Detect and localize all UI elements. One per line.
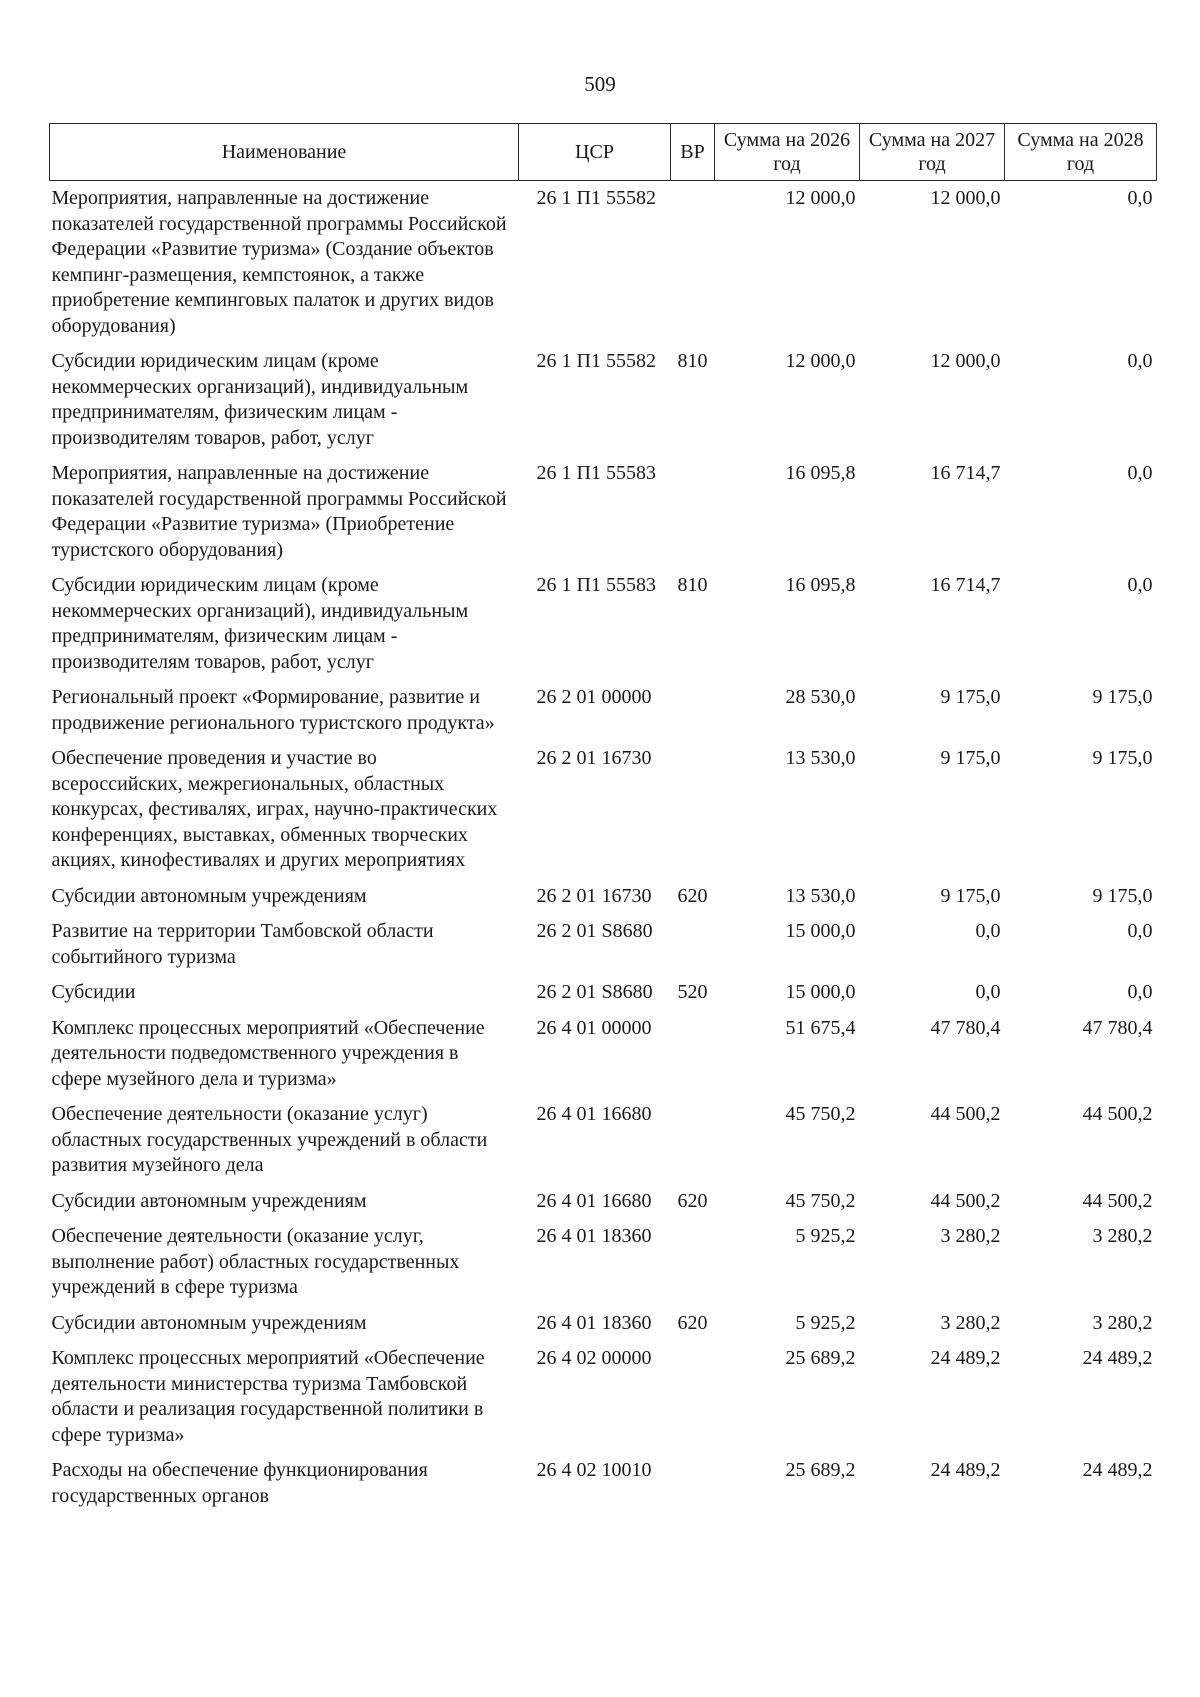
cell-csr: 26 4 02 00000 [536, 1347, 652, 1369]
cell-vr [671, 1097, 715, 1184]
table-row [50, 1453, 1157, 1514]
header-name: Наименование [50, 124, 519, 181]
cell-csr: 26 1 П1 55582 [536, 350, 656, 372]
cell-vr [671, 456, 715, 568]
cell-sum-2028: 3 280,2 [1092, 1311, 1153, 1334]
table-row [50, 568, 1157, 680]
cell-csr: 26 2 01 S8680 [536, 981, 653, 1003]
cell-name: Субсидии юридическим лицам (кроме некоммерческих организаций), индивидуальным предпринимателям, физическим лицам - производителям товаров, работ, услуг [51, 574, 469, 673]
cell-sum-2026: 16 095,8 [785, 462, 856, 484]
cell-vr [671, 680, 715, 741]
cell-csr: 26 1 П1 55582 [536, 187, 656, 209]
header-csr: ЦСР [519, 124, 671, 181]
header-sum-2026: Сумма на 2026 год [715, 124, 860, 181]
header-row [50, 124, 1157, 181]
cell-sum-2027: 44 500,2 [930, 1189, 1001, 1212]
cell-sum-2027: 24 489,2 [930, 1347, 1001, 1369]
cell-sum-2026: 15 000,0 [785, 920, 856, 942]
cell-sum-2027: 24 489,2 [930, 1459, 1001, 1481]
cell-sum-2026: 25 689,2 [785, 1459, 856, 1481]
cell-name: Региональный проект «Формирование, развитие и продвижение регионального туристского продукта» [51, 686, 495, 734]
cell-name: Расходы на обеспечение функционирования государственных органов [51, 1459, 428, 1507]
cell-csr: 26 2 01 16730 [536, 747, 652, 769]
cell-csr: 26 4 01 18360 [536, 1225, 652, 1247]
cell-name: Обеспечение проведения и участие во всероссийских, межрегиональных, областных конкурсах, фестивалях, играх, научно-практических конференциях, выставках, обменных творческих акциях, кинофестивалях и других мероприятиях [51, 747, 498, 871]
cell-sum-2026: 28 530,0 [785, 686, 856, 708]
cell-sum-2028: 47 780,4 [1082, 1016, 1153, 1039]
cell-sum-2026: 13 530,0 [785, 747, 856, 769]
cell-csr: 26 4 01 16680 [536, 1189, 652, 1212]
cell-vr [671, 181, 715, 345]
cell-name: Обеспечение деятельности (оказание услуг) областных государственных учреждений в области развития музейного дела [51, 1103, 488, 1176]
cell-name: Субсидии автономным учреждениям [51, 884, 367, 907]
cell-name: Субсидии автономным учреждениям [51, 1189, 367, 1212]
cell-name: Обеспечение деятельности (оказание услуг, выполнение работ) областных государственных учреждений в сфере туризма [51, 1225, 460, 1298]
cell-vr: 620 [677, 884, 708, 907]
cell-sum-2028: 0,0 [1127, 920, 1153, 942]
cell-sum-2028: 9 175,0 [1092, 747, 1153, 769]
cell-vr [671, 1341, 715, 1453]
cell-csr: 26 2 01 16730 [536, 884, 652, 907]
table-row [50, 741, 1157, 879]
cell-vr [671, 914, 715, 975]
cell-csr: 26 4 01 16680 [536, 1103, 652, 1125]
cell-sum-2027: 3 280,2 [940, 1311, 1001, 1334]
cell-sum-2026: 45 750,2 [785, 1103, 856, 1125]
cell-sum-2026: 12 000,0 [785, 350, 856, 372]
cell-sum-2026: 5 925,2 [795, 1311, 856, 1334]
table-body [50, 181, 1157, 1515]
cell-name: Комплекс процессных мероприятий «Обеспечение деятельности подведомственного учреждения в сфере музейного дела и туризма» [51, 1016, 485, 1090]
header-vr: ВР [671, 124, 715, 181]
cell-sum-2028: 9 175,0 [1092, 884, 1153, 907]
cell-csr: 26 2 01 S8680 [536, 920, 653, 942]
cell-vr: 620 [677, 1311, 708, 1334]
table-row [50, 914, 1157, 975]
table-row [50, 181, 1157, 345]
table-row [50, 1097, 1157, 1184]
cell-name: Субсидии автономным учреждениям [51, 1311, 367, 1334]
cell-name: Субсидии юридическим лицам (кроме некоммерческих организаций), индивидуальным предпринимателям, физическим лицам - производителям товаров, работ, услуг [51, 350, 469, 449]
cell-vr [671, 1011, 715, 1098]
cell-vr: 810 [677, 574, 708, 596]
cell-csr: 26 1 П1 55583 [536, 574, 656, 596]
cell-csr: 26 1 П1 55583 [536, 462, 656, 484]
cell-sum-2026: 13 530,0 [785, 884, 856, 907]
cell-sum-2028: 24 489,2 [1082, 1347, 1153, 1369]
cell-sum-2027: 0,0 [975, 920, 1001, 942]
cell-name: Мероприятия, направленные на достижение показателей государственной программы Российской Федерации «Развитие туризма» (Приобретение туристского оборудования) [51, 462, 507, 561]
table-row [50, 1219, 1157, 1306]
cell-csr: 26 4 01 00000 [536, 1016, 652, 1039]
cell-vr: 520 [677, 981, 708, 1003]
cell-sum-2027: 44 500,2 [930, 1103, 1001, 1125]
cell-sum-2027: 16 714,7 [930, 462, 1001, 484]
cell-sum-2026: 5 925,2 [795, 1225, 856, 1247]
table-row [50, 879, 1157, 915]
cell-sum-2028: 0,0 [1127, 462, 1153, 484]
cell-vr [671, 1453, 715, 1514]
cell-name: Развитие на территории Тамбовской области событийного туризма [51, 920, 434, 968]
cell-sum-2026: 16 095,8 [785, 574, 856, 596]
header-sum-2027: Сумма на 2027 год [860, 124, 1005, 181]
table-row [50, 975, 1157, 1011]
cell-vr [671, 1219, 715, 1306]
table-row [50, 680, 1157, 741]
cell-sum-2028: 44 500,2 [1082, 1103, 1153, 1125]
cell-sum-2028: 24 489,2 [1082, 1459, 1153, 1481]
cell-csr: 26 2 01 00000 [536, 686, 652, 708]
cell-sum-2028: 3 280,2 [1092, 1225, 1153, 1247]
cell-sum-2027: 12 000,0 [930, 187, 1001, 209]
cell-sum-2028: 0,0 [1127, 187, 1153, 209]
cell-sum-2027: 0,0 [975, 981, 1001, 1003]
table-row [50, 344, 1157, 456]
cell-vr: 620 [677, 1189, 708, 1212]
table-header [50, 124, 1157, 181]
cell-sum-2027: 47 780,4 [930, 1016, 1001, 1039]
cell-name: Мероприятия, направленные на достижение показателей государственной программы Российской Федерации «Развитие туризма» (Создание объектов кемпинг-размещения, кемпстоянок, а также приобретение кемпинговых палаток и других видов оборудования) [51, 187, 507, 337]
cell-sum-2026: 25 689,2 [785, 1347, 856, 1369]
cell-sum-2027: 16 714,7 [930, 574, 1001, 596]
cell-vr [671, 741, 715, 879]
table-row [50, 1184, 1157, 1220]
header-sum-2028: Сумма на 2028 год [1005, 124, 1157, 181]
cell-sum-2026: 15 000,0 [785, 981, 856, 1003]
cell-sum-2028: 0,0 [1127, 981, 1153, 1003]
cell-sum-2028: 44 500,2 [1082, 1189, 1153, 1212]
table-row [50, 456, 1157, 568]
cell-sum-2026: 51 675,4 [785, 1016, 856, 1039]
cell-sum-2028: 0,0 [1127, 350, 1153, 372]
cell-vr: 810 [677, 350, 708, 372]
cell-sum-2026: 45 750,2 [785, 1189, 856, 1212]
cell-sum-2027: 3 280,2 [940, 1225, 1001, 1247]
cell-sum-2027: 9 175,0 [940, 686, 1001, 708]
table-row [50, 1011, 1157, 1098]
cell-csr: 26 4 01 18360 [536, 1311, 652, 1334]
cell-name: Субсидии [51, 981, 136, 1003]
cell-name: Комплекс процессных мероприятий «Обеспечение деятельности министерства туризма Тамбовской области и реализация государственной политики в сфере туризма» [51, 1347, 485, 1446]
cell-sum-2028: 0,0 [1127, 574, 1153, 596]
cell-sum-2027: 9 175,0 [940, 747, 1001, 769]
cell-sum-2027: 9 175,0 [940, 884, 1001, 907]
page-number: 509 [584, 72, 616, 96]
cell-sum-2028: 9 175,0 [1092, 686, 1153, 708]
table-row [50, 1306, 1157, 1342]
cell-sum-2026: 12 000,0 [785, 187, 856, 209]
cell-csr: 26 4 02 10010 [536, 1459, 652, 1481]
table-row [50, 1341, 1157, 1453]
budget-table [49, 123, 1157, 1514]
cell-sum-2027: 12 000,0 [930, 350, 1001, 372]
